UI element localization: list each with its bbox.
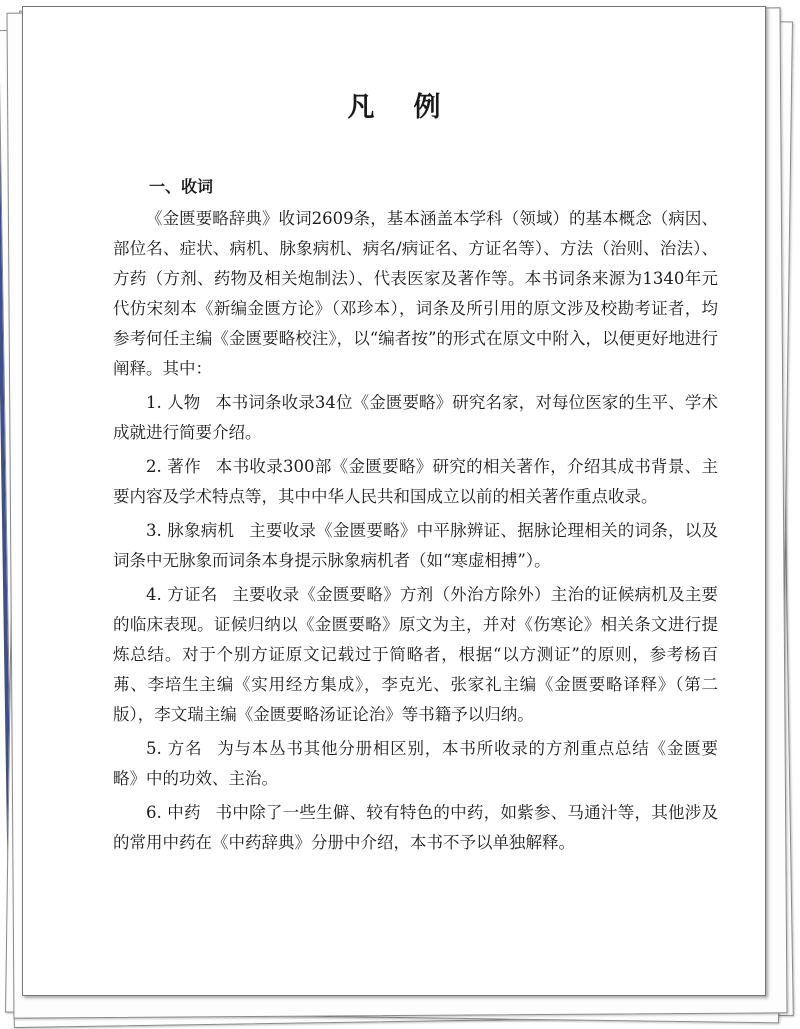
item-label: 3. 脉象病机 [146, 521, 235, 540]
item-text: 主要收录《金匮要略》方剂（外治方除外）主治的证候病机及主要的临床表现。证候归纳以《金匮要略》原文为主，并对《伤寒论》相关条文进行提炼总结。对于个别方证原文记载过于简略者，根据“以方测证”的原则，参考杨百茀、李培生主编《实用经方集成》，李克光、张家礼主编《金匮要略译释》（第二版），李文瑞主编《金匮要略汤证论治》等书籍予以归纳。 [113, 585, 718, 724]
page-title: 凡 例 [347, 92, 456, 123]
item-herbs [113, 798, 718, 858]
item-formula-syndrome [113, 580, 718, 730]
item-text: 本书收录300部《金匮要略》研究的相关著作，介绍其成书背景、主要内容及学术特点等，其中中华人民共和国成立以前的相关著作重点收录。 [113, 457, 718, 506]
item-text: 书中除了一些生僻、较有特色的中药，如紫参、马通汁等，其他涉及的常用中药在《中药辞典》分册中介绍，本书不予以单独解释。 [113, 803, 719, 852]
page-content [113, 172, 718, 862]
item-works [113, 452, 718, 512]
section-heading: 一、收词 [149, 177, 214, 196]
item-label: 2. 著作 [146, 457, 201, 476]
item-text: 主要收录《金匮要略》中平脉辨证、据脉论理相关的词条，以及词条中无脉象而词条本身提示脉象病机者（如“寒虚相搏”）。 [113, 521, 718, 570]
document-page [22, 6, 766, 996]
item-label: 1. 人物 [146, 393, 201, 412]
item-label: 6. 中药 [146, 803, 201, 822]
item-text: 为与本丛书其他分册相区别，本书所收录的方剂重点总结《金匮要略》中的功效、主治。 [113, 739, 718, 788]
item-label: 4. 方证名 [146, 585, 218, 604]
item-personnel [113, 388, 718, 448]
item-pulse-pathogenesis [113, 516, 718, 576]
intro-paragraph: 《金匮要略辞典》收词2609条，基本涵盖本学科（领域）的基本概念（病因、部位名、症状、病机、脉象病机、病名/病证名、方证名等）、方法（治则、治法）、方药（方剂、药物及相关炮制法）、代表医家及著作等。本书词条来源为1340年元代仿宋刻本《新编金匮方论》（邓珍本），词条及所引用的原文涉及校勘考证者，均参考何任主编《金匮要略校注》，以“编者按”的形式在原文中附入，以便更好地进行阐释。其中： [113, 209, 718, 378]
item-formula-name [113, 734, 718, 794]
item-label: 5. 方名 [146, 739, 203, 758]
item-text: 本书词条收录34位《金匮要略》研究名家，对每位医家的生平、学术成就进行简要介绍。 [113, 393, 718, 442]
